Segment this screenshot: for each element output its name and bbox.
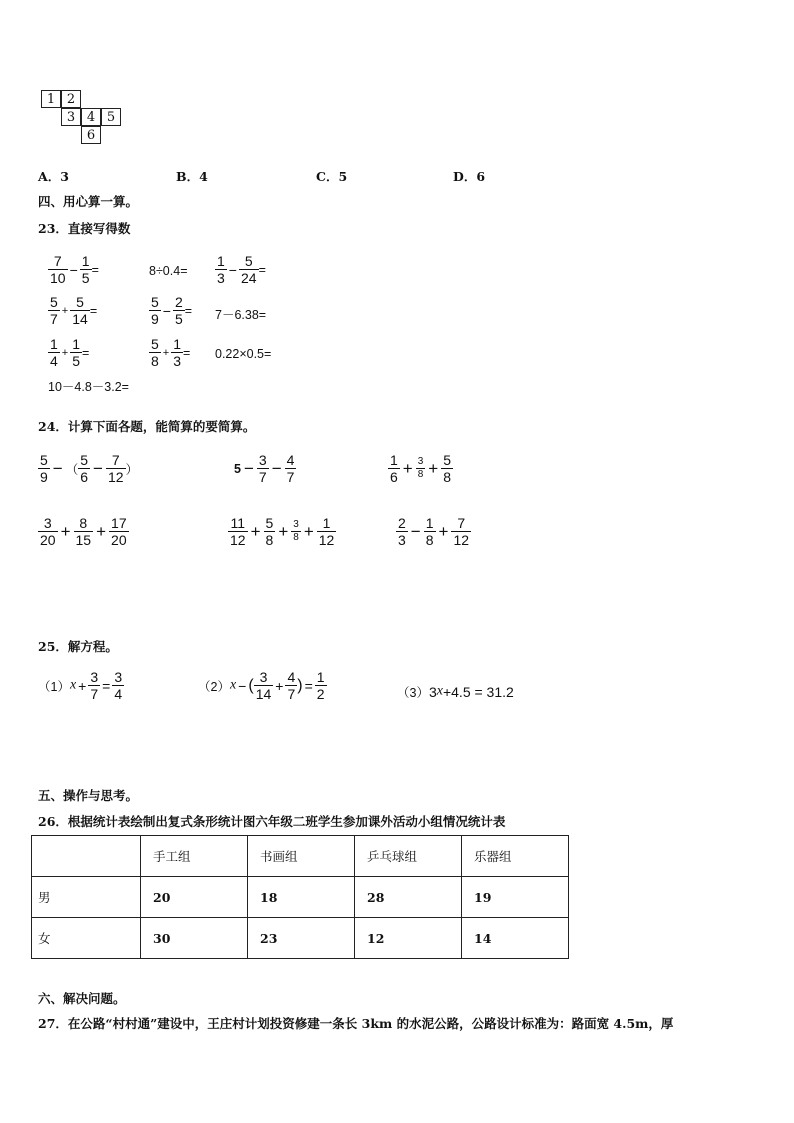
fraction: $\frac{11}{12}$ (230, 515, 246, 548)
table-header: 书画组 (248, 836, 355, 877)
option-value: 6 (476, 169, 486, 184)
fraction: $\frac{7}{12}$ (107, 452, 124, 485)
fraction: $\frac{1}{6}$ (390, 452, 398, 485)
option-letter: C． (316, 169, 339, 184)
net-cell-3: 3 (61, 108, 81, 126)
option-a[interactable] (38, 167, 69, 185)
q24-expr-1: $\frac{5}{9}$ − （ $\frac{5}{6}$ − $\frac{7}{12}$ ） (40, 452, 139, 485)
table-cell: 23 (248, 918, 355, 959)
q23-expr-5: $\frac{5}{9}$ − $\frac{2}{5}$ = (151, 294, 193, 327)
option-value: 4 (199, 169, 208, 184)
fraction: $\frac{3}{14}$ (255, 669, 272, 702)
fraction: $\frac{1}{2}$ (316, 669, 325, 702)
fraction: $\frac{3}{8}$ (417, 456, 424, 480)
fraction: $\frac{3}{20}$ (40, 515, 56, 548)
q27-text: 27．在公路“村村通”建设中，王庄村计划投资修建一条长 3km 的水泥公路，公路设计标准为：路面宽 4.5m，厚 (38, 1016, 674, 1031)
fraction: $\frac{3}{7}$ (258, 452, 267, 485)
table-header-row (32, 836, 569, 877)
table-row (32, 877, 569, 918)
fraction: $\frac{2}{3}$ (398, 515, 406, 548)
fraction: $\frac{1}{5}$ (72, 336, 81, 369)
fraction: $\frac{3}{4}$ (114, 669, 123, 702)
net-cell-5: 5 (101, 108, 121, 126)
fraction: $\frac{1}{8}$ (425, 515, 434, 548)
table-cell (32, 836, 141, 877)
option-value: 5 (338, 169, 348, 184)
option-value: 3 (60, 169, 69, 184)
net-cell-6: 6 (81, 126, 101, 144)
fraction: $\frac{1}{12}$ (318, 515, 335, 548)
q23-expr-2: 8÷0.4= (149, 264, 188, 278)
net-cell-4: 4 (81, 108, 101, 126)
q23-expr-7: $\frac{1}{4}$ + $\frac{1}{5}$ = (50, 336, 90, 369)
fraction: $\frac{7}{12}$ (453, 515, 470, 548)
option-letter: B． (176, 169, 200, 184)
net-cell-1: 1 (41, 90, 61, 108)
fraction: $\frac{5}{8}$ (151, 336, 159, 369)
fraction: $\frac{1}{5}$ (81, 253, 90, 286)
fraction: $\frac{17}{20}$ (111, 515, 127, 548)
fraction: $\frac{1}{3}$ (217, 253, 225, 286)
option-letter: A． (38, 169, 61, 184)
q23-expr-4: $\frac{5}{7}$ + $\frac{5}{14}$ = (50, 294, 98, 327)
q24-expr-5: $\frac{11}{12}$ + $\frac{5}{8}$ + $\frac{3}{8}$ + $\frac{1}{12}$ (230, 515, 335, 548)
fraction: $\frac{5}{8}$ (443, 452, 452, 485)
fraction: $\frac{5}{6}$ (80, 452, 89, 485)
q23-title: 23．直接写得数 (38, 221, 131, 236)
fraction: $\frac{1}{4}$ (50, 336, 58, 369)
q25-title: 25．解方程。 (38, 639, 118, 654)
fraction: $\frac{8}{15}$ (75, 515, 92, 548)
table-cell: 18 (248, 877, 355, 918)
table-cell: 30 (141, 918, 248, 959)
q23-expr-3: $\frac{1}{3}$ − $\frac{5}{24}$ = (217, 253, 266, 286)
q25-equation-2: （2）x − ( $\frac{3}{14}$ + $\frac{4}{7}$ ) = $\frac{1}{2}$ (198, 669, 325, 702)
section-4-title: 四、用心算一算。 (38, 194, 139, 209)
table-cell: 14 (462, 918, 569, 959)
fraction: $\frac{7}{10}$ (50, 253, 66, 286)
q24-expr-4: $\frac{3}{20}$ + $\frac{8}{15}$ + $\frac{17}{20}$ (40, 515, 127, 548)
table-header: 手工组 (141, 836, 248, 877)
q23-expr-10: 10－4.8－3.2= (48, 380, 129, 394)
q23-expr-9: 0.22×0.5= (215, 347, 272, 361)
section-6-title: 六、解决问题。 (38, 991, 126, 1006)
q25-equation-3: （3）3x+4.5 = 31.2 (397, 683, 514, 700)
q26-title: 26．根据统计表绘制出复式条形统计图六年级二班学生参加课外活动小组情况统计表 (38, 814, 506, 829)
q25-equation-1: （1）x + $\frac{3}{7}$ = $\frac{3}{4}$ (38, 669, 123, 702)
fraction: $\frac{4}{7}$ (286, 452, 295, 485)
option-c[interactable] (316, 167, 347, 185)
table-cell: 19 (462, 877, 569, 918)
q23-expr-1: $\frac{7}{10}$ − $\frac{1}{5}$ = (50, 253, 99, 286)
q24-expr-2: 5 − $\frac{3}{7}$ − $\frac{4}{7}$ (234, 452, 295, 485)
fraction: $\frac{5}{24}$ (240, 253, 257, 286)
option-letter: D． (453, 169, 477, 184)
section-5-title: 五、操作与思考。 (38, 788, 139, 803)
table-cell: 12 (355, 918, 462, 959)
table-row-label: 男 (32, 877, 141, 918)
stats-table (31, 835, 569, 959)
table-row-label: 女 (32, 918, 141, 959)
table-header: 乐器组 (462, 836, 569, 877)
q24-expr-6: $\frac{2}{3}$ − $\frac{1}{8}$ + $\frac{7}{12}$ (398, 515, 470, 548)
fraction: $\frac{5}{8}$ (265, 515, 274, 548)
q23-expr-6: 7－6.38= (215, 308, 267, 322)
fraction: $\frac{5}{9}$ (151, 294, 159, 327)
fraction: $\frac{3}{8}$ (293, 519, 299, 543)
net-cell-2: 2 (61, 90, 81, 108)
q23-expr-8: $\frac{5}{8}$ + $\frac{1}{3}$ = (151, 336, 191, 369)
q24-expr-3: $\frac{1}{6}$ + $\frac{3}{8}$ + $\frac{5}{8}$ (390, 452, 452, 485)
option-b[interactable] (176, 167, 208, 185)
fraction: $\frac{3}{7}$ (90, 669, 99, 702)
fraction: $\frac{5}{7}$ (50, 294, 58, 327)
fraction: $\frac{2}{5}$ (174, 294, 183, 327)
fraction: $\frac{4}{7}$ (287, 669, 296, 702)
fraction: $\frac{5}{14}$ (72, 294, 88, 327)
fraction: $\frac{1}{3}$ (173, 336, 182, 369)
table-header: 乒乓球组 (355, 836, 462, 877)
fraction: $\frac{5}{9}$ (40, 452, 48, 485)
option-d[interactable] (453, 167, 485, 185)
table-cell: 28 (355, 877, 462, 918)
q24-title: 24．计算下面各题，能简算的要简算。 (38, 419, 256, 434)
table-row (32, 918, 569, 959)
table-cell: 20 (141, 877, 248, 918)
